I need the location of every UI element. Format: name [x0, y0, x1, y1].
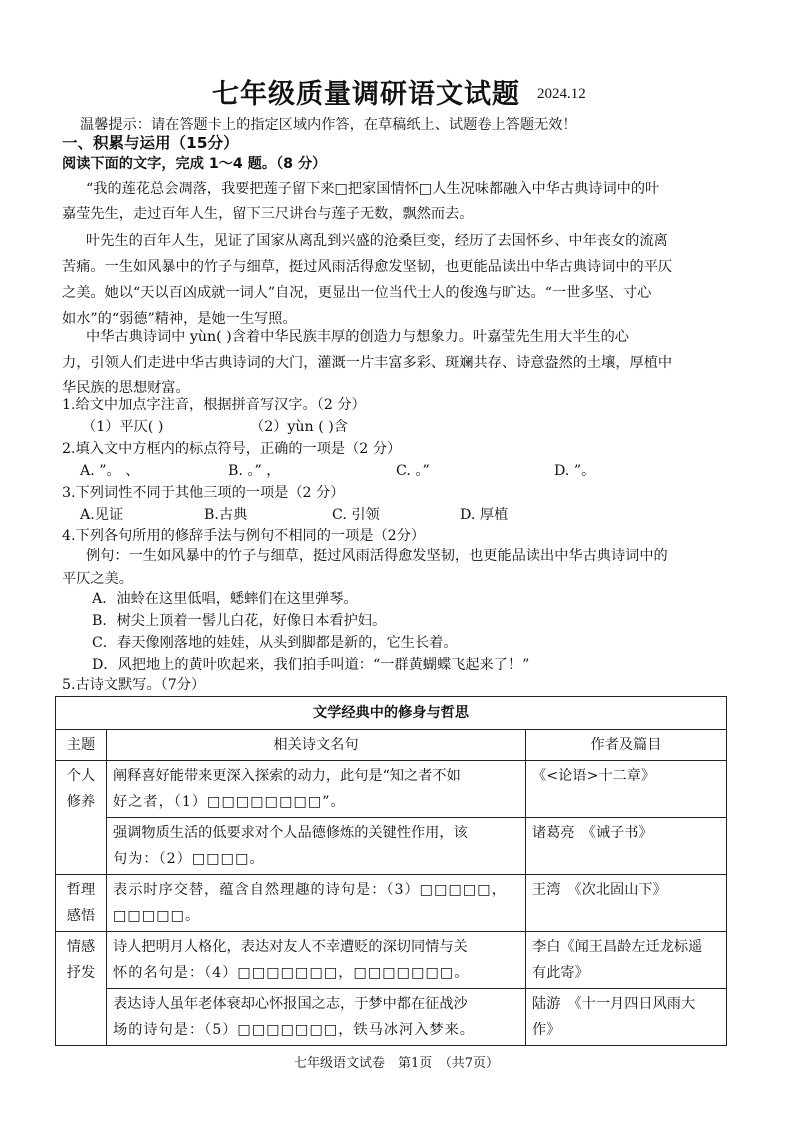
- passage-line: 华民族的思想财富。: [62, 380, 190, 396]
- question-2: 2.填入文中方框内的标点符号，正确的一项是（2 分）: [62, 441, 402, 457]
- passage-line: 中华古典诗词中 yùn( )含着中华民族丰厚的创造力与想象力。叶嘉莹先生用大半生的心: [86, 329, 629, 345]
- quote-cell: [107, 818, 526, 875]
- exam-date: 2024.12: [537, 86, 586, 102]
- theme-cell: 个人修养: [56, 761, 107, 875]
- q4-option-d: D．风把地上的黄叶吹起来，我们拍手叫道：“一群黄蝴蝶飞起来了！”: [92, 657, 530, 673]
- table-row: [56, 761, 727, 818]
- passage-line: 叶先生的百年人生，见证了国家从离乱到兴盛的沧桑巨变，经历了去国怀乡、中年丧女的流离: [86, 233, 668, 249]
- page-footer: 七年级语文试卷 第1页 （共7页）: [293, 1056, 500, 1071]
- q1-answer-a: （1）平仄( ): [82, 419, 164, 435]
- quote-cell: [107, 932, 526, 989]
- reading-instruction: 阅读下面的文字，完成 1～4 题。（8 分）: [62, 156, 327, 172]
- quote-text: 表达诗人虽年老体衰却心怀报国之志，于梦中都在征战沙: [113, 996, 468, 1012]
- answer-blank-1[interactable]: 好之者，（1）□□□□□□□□”。: [113, 794, 346, 810]
- quote-text: 诗人把明月人格化，表达对友人不幸遭贬的深切同情与关: [113, 939, 468, 955]
- table-header: 作者及篇目: [526, 730, 727, 761]
- quote-cell: [107, 761, 526, 818]
- quote-text: 强调物质生活的低要求对个人品德修炼的关键性作用，该: [113, 825, 468, 841]
- passage-line: 嘉莹先生，走过百年人生，留下三尺讲台与莲子无数，飘然而去。: [62, 206, 474, 222]
- author-text: 陆游 《十一月四日风雨大: [532, 996, 696, 1012]
- author-cell: [526, 989, 727, 1046]
- question-3: 3.下列词性不同于其他三项的一项是（2 分）: [62, 485, 345, 501]
- question-5: 5.古诗文默写。（7分）: [62, 677, 206, 693]
- quote-text: 阐释喜好能带来更深入探索的动力，此句是“知之者不如: [113, 768, 461, 784]
- passage-line: 如水”的“弱德”精神，是她一生写照。: [62, 311, 297, 327]
- title-row: [0, 72, 793, 112]
- answer-blank-3b[interactable]: □□□□□。: [113, 908, 201, 924]
- question-1: 1.给文中加点字注音，根据拼音写汉字。（2 分）: [62, 397, 366, 413]
- passage-line: 之美。她以“天以百凶成就一词人”自况，更显出一位当代士人的俊逸与旷达。“一世多坚、寸心: [62, 285, 652, 301]
- q3-option-d: D. 厚植: [460, 507, 509, 523]
- dictation-table: [55, 696, 727, 1046]
- notice: 温馨提示：请在答题卡上的指定区域内作答，在草稿纸上、试题卷上答题无效！: [80, 117, 577, 133]
- table-row: [56, 989, 727, 1046]
- table-header: 相关诗文名句: [107, 730, 526, 761]
- q2-option-b: B. 。” ，: [228, 463, 281, 479]
- q3-option-a: A.见证: [80, 507, 124, 523]
- answer-blank-4[interactable]: 怀的名句是：（4）□□□□□□□，□□□□□□□。: [113, 965, 470, 981]
- q2-option-a: A. ”。 、: [80, 463, 140, 479]
- author-text: 李白《闻王昌龄左迁龙标遥: [532, 939, 703, 955]
- answer-blank-2[interactable]: 句为：（2）□□□□。: [113, 851, 265, 867]
- author-cell: 王湾 《次北固山下》: [526, 875, 727, 932]
- answer-blank-5[interactable]: 场的诗句是：（5）□□□□□□□，铁马冰河入梦来。: [113, 1022, 475, 1038]
- q4-option-c: C．春天像刚落地的娃娃，从头到脚都是新的，它生长着。: [92, 635, 458, 651]
- q1-answer-b: （2）yùn ( )含: [250, 419, 348, 435]
- passage-line: 力，引领人们走进中华古典诗词的大门，灌溉一片丰富多彩、斑斓共存、诗意盎然的土壤，厚植中: [62, 355, 673, 371]
- quote-cell: [107, 989, 526, 1046]
- q2-option-c: C. 。”: [396, 463, 430, 479]
- q4-example: 例句：一生如风暴中的竹子与细草，挺过风雨活得愈发坚韧，也更能品读出中华古典诗词中的: [86, 548, 668, 564]
- q4-example-cont: 平仄之美。: [62, 571, 133, 587]
- q3-option-c: C. 引领: [332, 507, 380, 523]
- table-caption: 文学经典中的修身与哲思: [56, 697, 727, 730]
- author-cell: [526, 932, 727, 989]
- exam-title: 七年级质量调研语文试题: [212, 79, 520, 110]
- section-heading: 一、积累与运用（15分）: [62, 134, 239, 152]
- answer-blank-3[interactable]: 表示时序交替，蕴含自然理趣的诗句是：（3）□□□□□，: [113, 882, 507, 898]
- table-row: [56, 818, 727, 875]
- q3-option-b: B.古典: [204, 507, 248, 523]
- q2-option-d: D. ”。: [554, 463, 596, 479]
- author-cell: 诸葛亮 《诫子书》: [526, 818, 727, 875]
- author-cell: 《<论语>十二章》: [526, 761, 727, 818]
- q4-option-b: B．树尖上顶着一髻儿白花，好像日本看护妇。: [92, 613, 387, 629]
- table-row: [56, 875, 727, 932]
- theme-cell: 哲理感悟: [56, 875, 107, 932]
- question-4: 4.下列各句所用的修辞手法与例句不相同的一项是（2分）: [62, 528, 426, 544]
- quote-cell: [107, 875, 526, 932]
- table-header: 主题: [56, 730, 107, 761]
- q4-option-a: A．油蛉在这里低唱，蟋蟀们在这里弹琴。: [92, 591, 358, 607]
- passage-line: 苦痛。一生如风暴中的竹子与细草，挺过风雨活得愈发坚韧，也更能品读出中华古典诗词中的平仄: [62, 259, 673, 275]
- author-text: 有此寄》: [532, 965, 589, 981]
- theme-cell: 情感抒发: [56, 932, 107, 1046]
- table-row: [56, 932, 727, 989]
- author-text: 作》: [532, 1022, 561, 1038]
- passage-line: “我的莲花总会凋落，我要把莲子留下来□把家国情怀□人生况味都融入中华古典诗词中的叶: [86, 181, 660, 197]
